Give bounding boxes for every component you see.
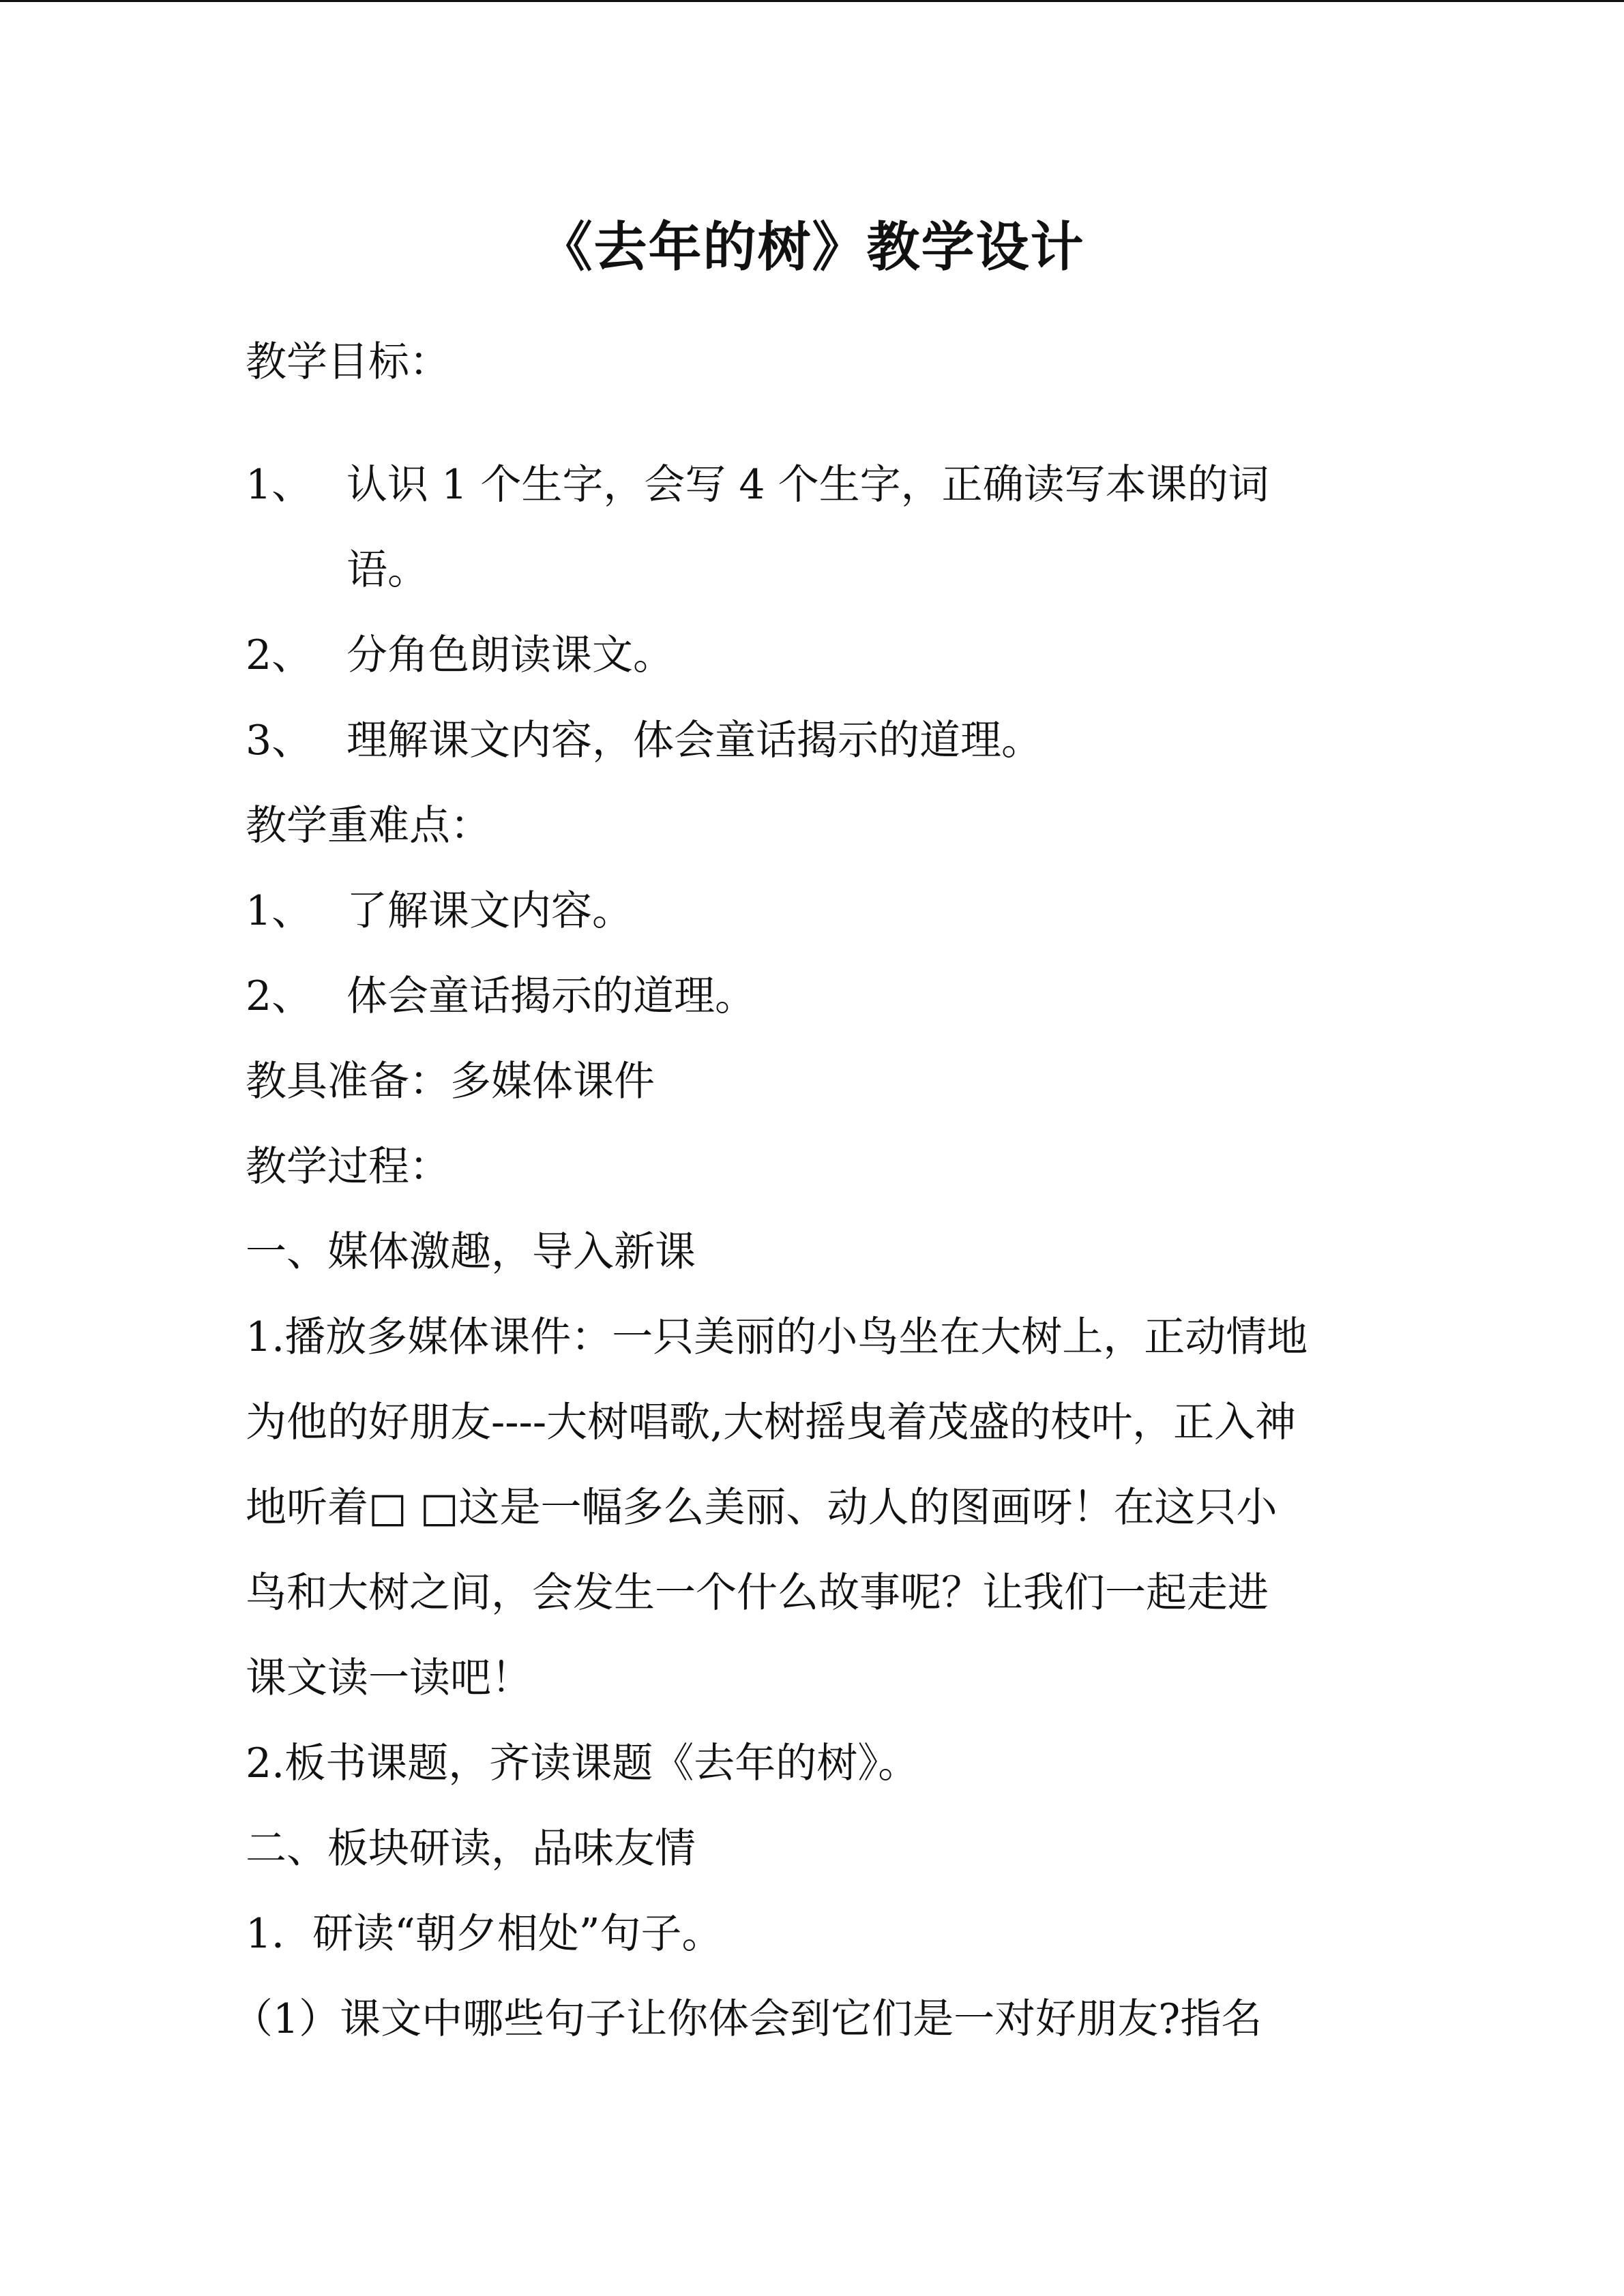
key-point-text: 了解课文内容。	[346, 887, 633, 935]
top-border	[0, 0, 1624, 2]
objective-item-3	[246, 716, 1042, 765]
objective-number: 1、	[246, 461, 313, 509]
objective-number: 2、	[246, 631, 313, 679]
key-point-number: 1、	[246, 887, 313, 935]
section-1-heading: 一、媒体激趣，导入新课	[246, 1228, 696, 1276]
objective-item-1-continuation: 语。	[346, 546, 428, 594]
paragraph-line: 鸟和大树之间，会发生一个什么故事呢？让我们一起走进	[246, 1569, 1269, 1617]
paragraph-line: 地听着□ □这是一幅多么美丽、动人的图画呀！在这只小	[246, 1484, 1278, 1532]
process-heading: 教学过程：	[246, 1143, 450, 1191]
key-point-item-1	[246, 886, 633, 936]
objective-text: 理解课文内容，体会童话揭示的道理。	[346, 717, 1042, 764]
objective-number: 3、	[246, 717, 313, 764]
document-title: 《去年的树》教学设计	[539, 216, 1085, 278]
section-1-step-2: 2.板书课题，齐读课题《去年的树》。	[246, 1740, 919, 1787]
paragraph-line: 课文读一读吧！	[246, 1654, 532, 1702]
section-2-item-1: 1．研读“朝夕相处”句子。	[246, 1910, 723, 1958]
paragraph-line: 为他的好朋友----大树唱歌,大树摇曳着茂盛的枝叶，正入神	[246, 1399, 1297, 1446]
paragraph-line: 1.播放多媒体课件：一只美丽的小鸟坐在大树上，正动情地	[246, 1313, 1308, 1361]
objective-item-1	[246, 460, 1269, 509]
tools-line: 教具准备：多媒体课件	[246, 1058, 655, 1105]
objective-item-2	[246, 631, 674, 680]
section-2-question-1: （1）课文中哪些句子让你体会到它们是一对好朋友?指名	[232, 1995, 1263, 2043]
key-point-number: 2、	[246, 972, 313, 1020]
key-point-item-2	[246, 972, 756, 1021]
key-points-heading: 教学重难点：	[246, 802, 491, 850]
key-point-text: 体会童话揭示的道理。	[346, 972, 756, 1020]
objectives-heading: 教学目标：	[246, 338, 450, 386]
objective-text: 分角色朗读课文。	[346, 631, 674, 679]
objective-text: 认识 1 个生字，会写 4 个生字，正确读写本课的词	[346, 461, 1269, 509]
section-2-heading: 二、板块研读，品味友情	[246, 1825, 696, 1873]
